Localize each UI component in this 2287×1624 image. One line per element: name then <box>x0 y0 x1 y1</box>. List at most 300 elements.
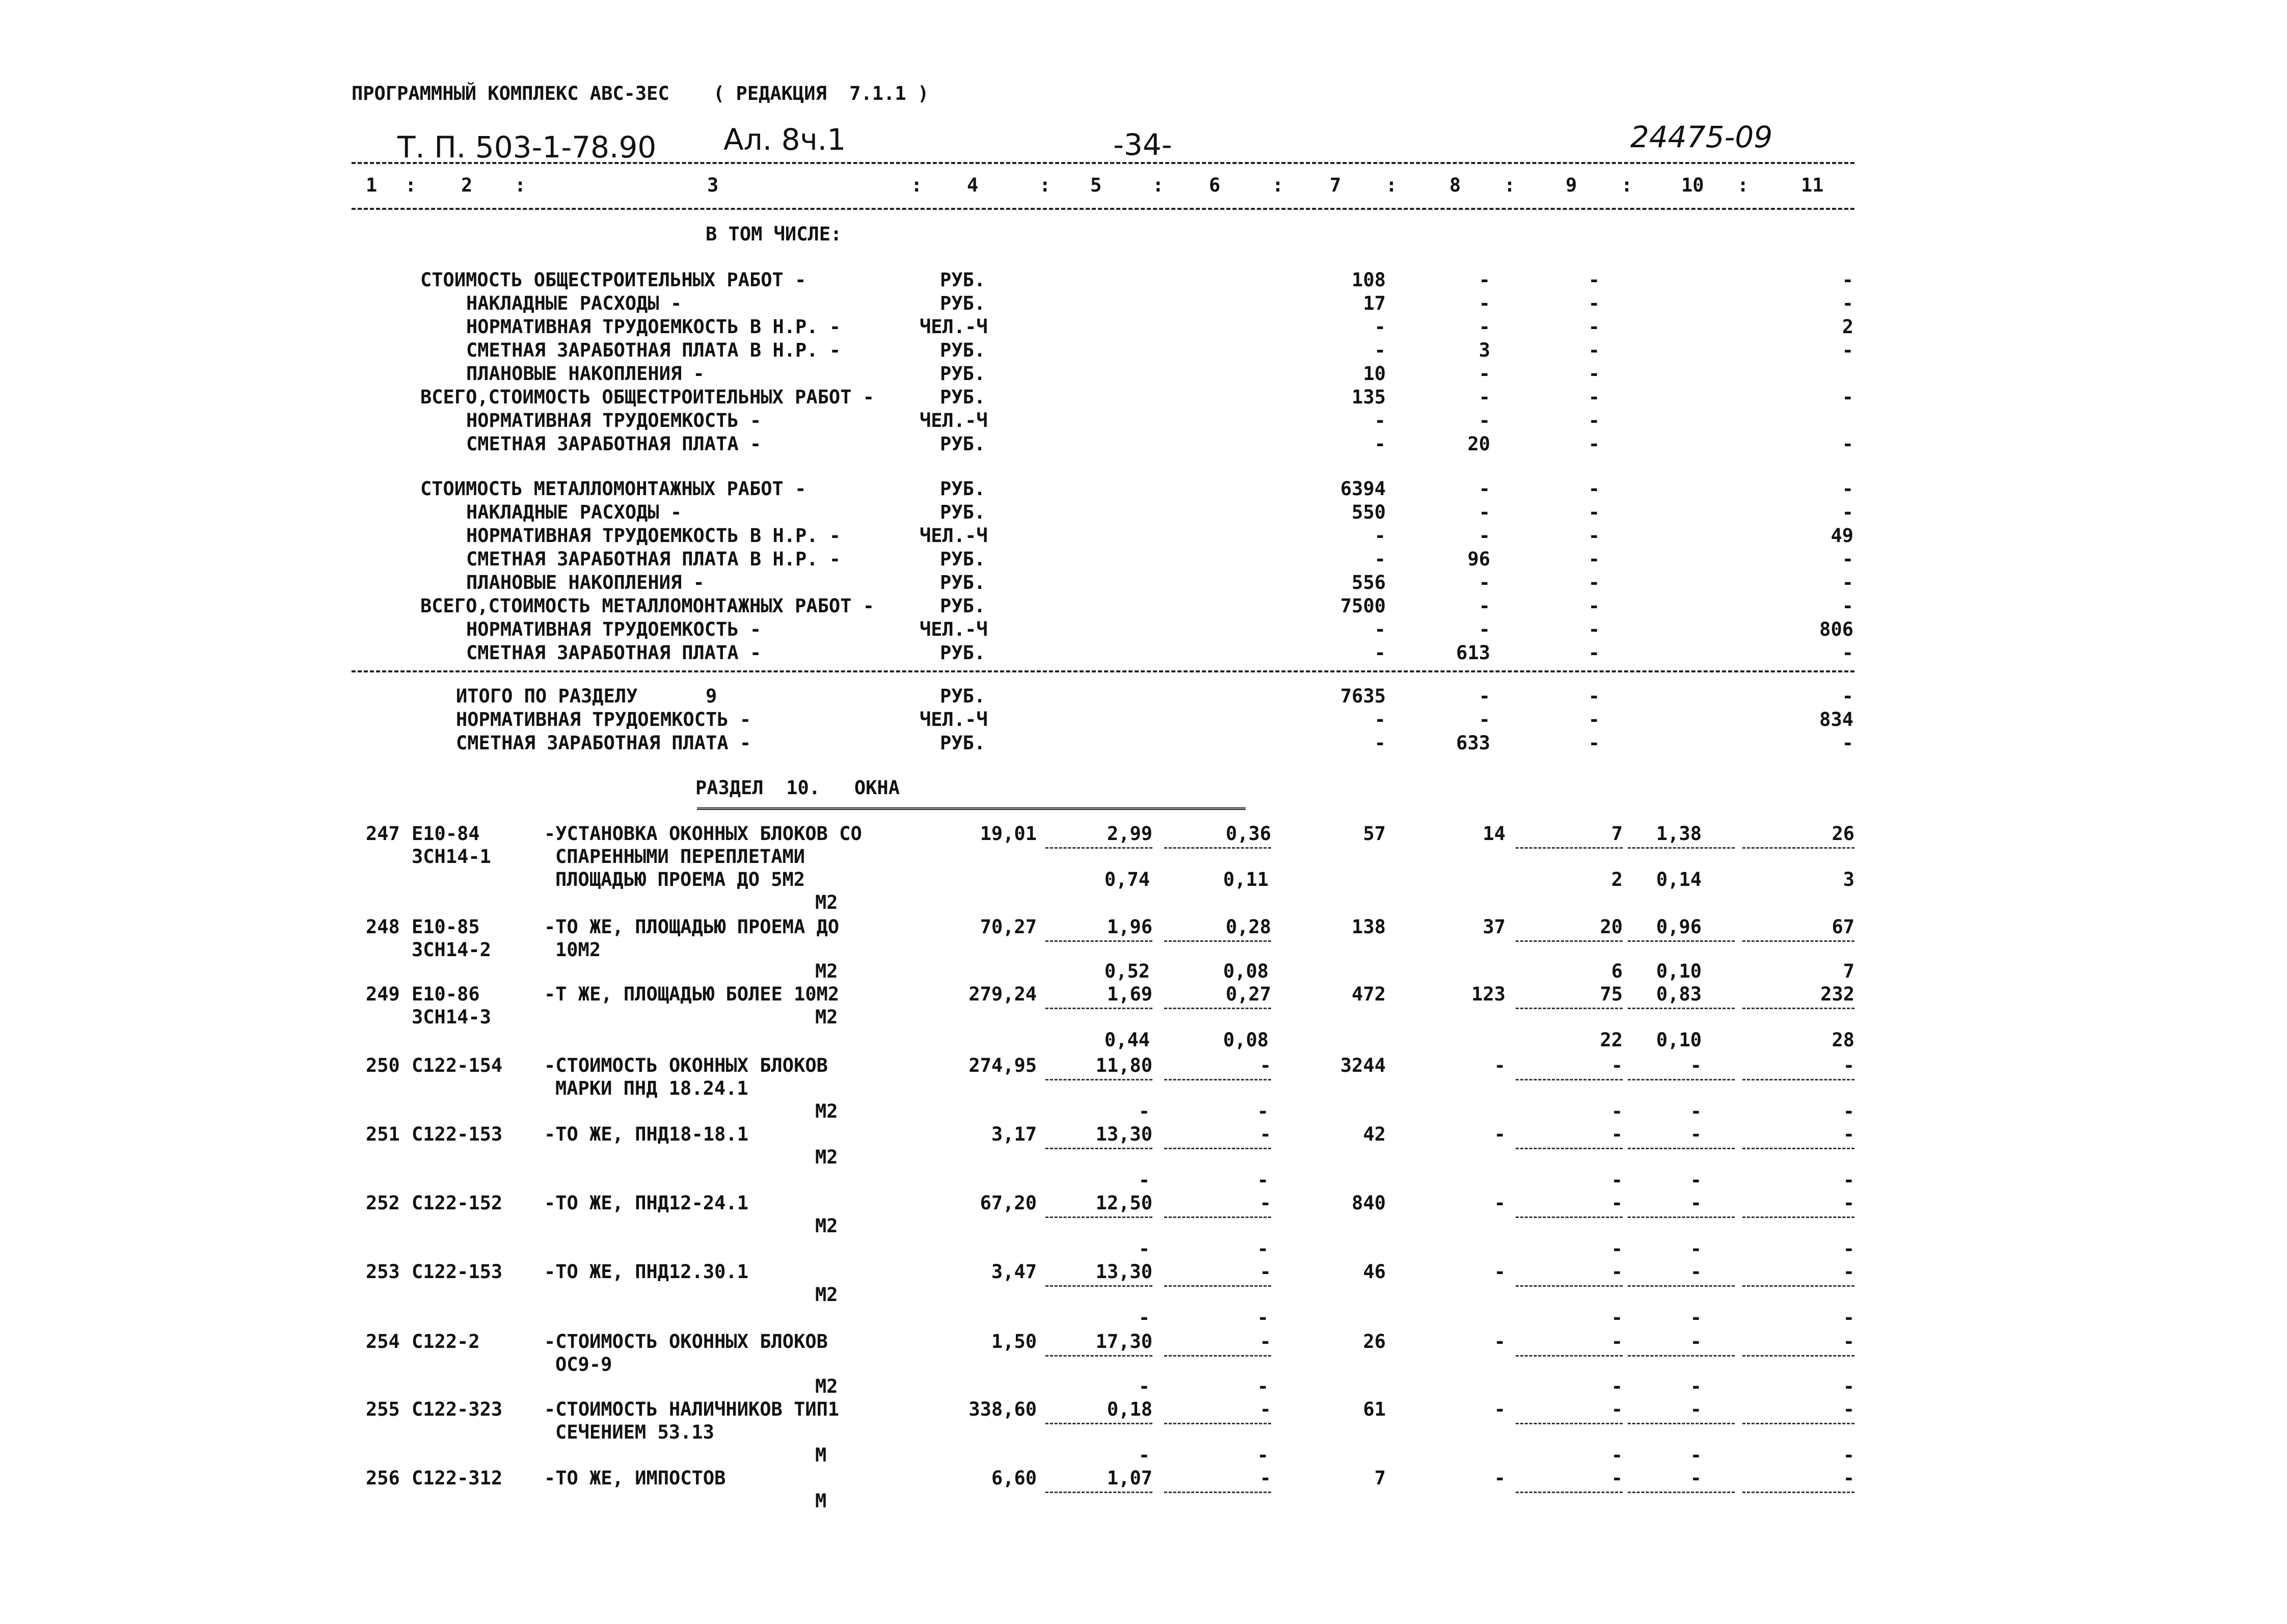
item-description: -ТО ЖЕ, ПНД18-18.1 <box>544 1123 748 1145</box>
section-title-underline <box>697 807 1246 810</box>
total-wage: - <box>1478 709 1490 730</box>
summary-labor: - <box>1842 292 1853 314</box>
item-unit: М2 <box>815 1375 838 1397</box>
summary-label: СТОИМОСТЬ ОБЩЕСТРОИТЕЛЬНЫХ РАБОТ - <box>420 269 806 291</box>
total-label: НОРМАТИВНАЯ ТРУДОЕМКОСТЬ - <box>456 709 751 730</box>
summary-wage: - <box>1478 410 1490 431</box>
total-section-number: 9 <box>706 685 717 707</box>
summary-machine: - <box>1588 642 1600 664</box>
summary-machine: - <box>1588 433 1600 455</box>
total-labor: - <box>1842 685 1853 707</box>
item-cell-rule <box>1516 1355 1623 1357</box>
item-unit-wage: - <box>1259 1331 1271 1352</box>
item-quantity: 67,20 <box>980 1192 1037 1214</box>
item-cell-rule <box>1516 1285 1623 1287</box>
item-sub-wage: - <box>1257 1169 1269 1191</box>
summary-labor: - <box>1842 595 1853 617</box>
summary-cost: 550 <box>1352 501 1386 523</box>
item-total-cost: 26 <box>1363 1331 1386 1352</box>
item-cell-rule <box>1628 1492 1735 1493</box>
summary-labor: 49 <box>1831 525 1853 547</box>
summary-machine: - <box>1588 316 1600 338</box>
item-cell-rule <box>1628 847 1735 849</box>
item-cell-rule <box>1628 1216 1735 1218</box>
summary-labor: - <box>1842 269 1853 291</box>
summary-unit: РУБ. <box>940 269 986 291</box>
item-sub-wage: - <box>1257 1238 1269 1260</box>
item-unit-wage: - <box>1259 1261 1271 1283</box>
summary-label: СТОИМОСТЬ МЕТАЛЛОМОНТАЖНЫХ РАБОТ - <box>420 478 806 500</box>
item-sub-wage: 0,08 <box>1223 960 1269 982</box>
item-unit: М2 <box>815 1146 838 1168</box>
item-cell-rule <box>1164 1079 1271 1080</box>
summary-cost: 556 <box>1352 572 1386 593</box>
item-machine: - <box>1611 1123 1623 1145</box>
summary-unit: РУБ. <box>940 572 986 593</box>
summary-cost: 17 <box>1363 292 1386 314</box>
summary-labor: - <box>1842 642 1853 664</box>
item-sub-labor-total: - <box>1843 1444 1854 1466</box>
item-unit: М2 <box>815 891 838 913</box>
item-machine: - <box>1611 1398 1623 1420</box>
item-code: Е10-84 <box>412 823 480 845</box>
item-number: 250 <box>366 1054 400 1076</box>
total-unit: РУБ. <box>940 685 986 707</box>
item-sub-labor-per-unit: - <box>1690 1169 1702 1191</box>
item-labor-total: - <box>1843 1261 1854 1283</box>
item-sub-machine: - <box>1611 1169 1623 1191</box>
summary-unit: РУБ. <box>940 595 986 617</box>
item-sub-machine: - <box>1611 1238 1623 1260</box>
item-code-secondary: ЗСН14-1 <box>412 846 491 868</box>
summary-label: СМЕТНАЯ ЗАРАБОТНАЯ ПЛАТА - <box>466 642 762 664</box>
item-sub-cost: - <box>1138 1100 1150 1122</box>
item-code: С122-154 <box>412 1054 503 1076</box>
item-cell-rule <box>1045 1285 1152 1287</box>
summary-cost: - <box>1374 525 1386 547</box>
item-unit: М2 <box>815 1284 838 1306</box>
item-cell-rule <box>1045 1216 1152 1218</box>
item-description: СЕЧЕНИЕМ 53.13 <box>555 1421 714 1443</box>
item-unit-cost: 0,18 <box>1107 1398 1152 1420</box>
summary-label: ПЛАНОВЫЕ НАКОПЛЕНИЯ - <box>466 572 705 593</box>
item-cell-rule <box>1164 940 1271 942</box>
summary-label: СМЕТНАЯ ЗАРАБОТНАЯ ПЛАТА В Н.Р. - <box>466 339 841 361</box>
summary-labor: - <box>1842 572 1853 593</box>
item-code: С122-323 <box>412 1398 503 1420</box>
item-code-secondary: ЗСН14-3 <box>412 1006 491 1028</box>
item-sub-labor-total: - <box>1843 1238 1854 1260</box>
summary-machine: - <box>1588 410 1600 431</box>
item-labor-total: 26 <box>1832 823 1854 845</box>
column-separator: : <box>1039 174 1051 196</box>
item-sub-labor-per-unit: - <box>1690 1444 1702 1466</box>
item-cell-rule <box>1164 1355 1271 1357</box>
column-separator: : <box>1386 174 1397 196</box>
item-cell-rule <box>1742 1148 1854 1149</box>
column-separator: : <box>911 174 923 196</box>
summary-machine: - <box>1588 363 1600 385</box>
total-label: ИТОГО ПО РАЗДЕЛУ <box>456 685 638 707</box>
item-total-cost: 57 <box>1363 823 1386 845</box>
item-unit: М2 <box>815 1006 838 1028</box>
summary-wage: 613 <box>1456 642 1490 664</box>
item-unit-cost: 17,30 <box>1095 1331 1152 1352</box>
total-cost: 7635 <box>1340 685 1386 707</box>
item-total-cost: 7 <box>1374 1467 1386 1489</box>
item-cell-rule <box>1628 1079 1735 1080</box>
column-separator: : <box>1272 174 1284 196</box>
summary-cost: - <box>1374 316 1386 338</box>
item-code: С122-2 <box>412 1331 480 1352</box>
summary-cost: 10 <box>1363 363 1386 385</box>
item-description: -СТОИМОСТЬ ОКОННЫХ БЛОКОВ <box>544 1331 828 1352</box>
item-description: -ТО ЖЕ, ИМПОСТОВ <box>544 1467 726 1489</box>
item-total-cost: 61 <box>1363 1398 1386 1420</box>
summary-cost: - <box>1374 618 1386 640</box>
summary-labor: - <box>1842 386 1853 408</box>
summary-unit: РУБ. <box>940 642 986 664</box>
item-quantity: 338,60 <box>968 1398 1037 1420</box>
item-total-cost: 138 <box>1352 916 1386 938</box>
summary-machine: - <box>1588 292 1600 314</box>
total-wage: - <box>1478 685 1490 707</box>
item-machine: - <box>1611 1467 1623 1489</box>
item-cell-rule <box>1164 1148 1271 1149</box>
item-quantity: 6,60 <box>991 1467 1037 1489</box>
header-rule <box>352 162 1854 164</box>
column-header-6: 6 <box>1209 174 1221 196</box>
item-cell-rule <box>1516 1492 1623 1493</box>
summary-unit: РУБ. <box>940 292 986 314</box>
summary-label: НОРМАТИВНАЯ ТРУДОЕМКОСТЬ - <box>466 410 762 431</box>
document-number: 24475-09 <box>1630 120 1773 154</box>
column-header-5: 5 <box>1090 174 1102 196</box>
item-sub-machine: - <box>1611 1375 1623 1397</box>
item-sub-wage: 0,11 <box>1223 869 1269 890</box>
item-total-wage: - <box>1494 1398 1505 1420</box>
item-sub-cost: - <box>1138 1444 1150 1466</box>
item-cell-rule <box>1516 847 1623 849</box>
item-labor-per-unit: - <box>1690 1467 1702 1489</box>
item-sub-cost: 0,52 <box>1104 960 1150 982</box>
item-cell-rule <box>1045 940 1152 942</box>
summary-machine: - <box>1588 595 1600 617</box>
summary-unit: ЧЕЛ.-Ч <box>920 410 988 431</box>
item-unit-wage: 0,27 <box>1225 983 1271 1005</box>
total-labor: 834 <box>1819 709 1853 730</box>
column-header-rule <box>352 208 1854 210</box>
total-machine: - <box>1588 732 1600 754</box>
in-total-label: В ТОМ ЧИСЛЕ: <box>706 223 842 245</box>
album-label: Ал. 8ч.1 <box>723 122 846 157</box>
item-description: -СТОИМОСТЬ НАЛИЧНИКОВ ТИП1 <box>544 1398 840 1420</box>
column-header-9: 9 <box>1566 174 1577 196</box>
item-number: 255 <box>366 1398 400 1420</box>
item-cell-rule <box>1628 1355 1735 1357</box>
summary-wage: - <box>1478 386 1490 408</box>
item-quantity: 1,50 <box>991 1331 1037 1352</box>
item-description: МАРКИ ПНД 18.24.1 <box>555 1077 748 1099</box>
program-title: ПРОГРАММНЫЙ КОМПЛЕКС АВС-ЗЕС <box>352 83 669 104</box>
item-unit-wage: 0,36 <box>1225 823 1271 845</box>
column-separator: : <box>1504 174 1516 196</box>
item-cell-rule <box>1742 1423 1854 1424</box>
page-number: -34- <box>1113 127 1172 162</box>
summary-label: ВСЕГО,СТОИМОСТЬ ОБЩЕСТРОИТЕЛЬНЫХ РАБОТ - <box>420 386 875 408</box>
summary-label: НАКЛАДНЫЕ РАСХОДЫ - <box>466 292 682 314</box>
item-sub-labor-per-unit: - <box>1690 1307 1702 1329</box>
item-total-wage: - <box>1494 1192 1505 1214</box>
column-header-7: 7 <box>1330 174 1341 196</box>
item-cell-rule <box>1045 1008 1152 1009</box>
item-number: 254 <box>366 1331 400 1352</box>
summary-wage: - <box>1478 363 1490 385</box>
column-separator: : <box>1152 174 1164 196</box>
item-description: 10М2 <box>555 939 601 961</box>
item-cell-rule <box>1742 1492 1854 1493</box>
summary-label: СМЕТНАЯ ЗАРАБОТНАЯ ПЛАТА - <box>466 433 762 455</box>
item-unit: М <box>815 1444 827 1466</box>
item-sub-labor-total: 7 <box>1843 960 1854 982</box>
item-total-cost: 840 <box>1352 1192 1386 1214</box>
item-sub-machine: - <box>1611 1100 1623 1122</box>
item-machine: - <box>1611 1192 1623 1214</box>
summary-unit: РУБ. <box>940 339 986 361</box>
item-number: 247 <box>366 823 400 845</box>
item-description: -СТОИМОСТЬ ОКОННЫХ БЛОКОВ <box>544 1054 828 1076</box>
item-sub-labor-per-unit: 0,10 <box>1656 1029 1702 1051</box>
summary-wage: - <box>1478 501 1490 523</box>
summary-unit: ЧЕЛ.-Ч <box>920 618 988 640</box>
item-description: -Т ЖЕ, ПЛОЩАДЬЮ БОЛЕЕ 10М2 <box>544 983 840 1005</box>
item-sub-wage: 0,08 <box>1223 1029 1269 1051</box>
item-cell-rule <box>1742 1355 1854 1357</box>
item-quantity: 279,24 <box>968 983 1037 1005</box>
item-labor-per-unit: 1,38 <box>1656 823 1702 845</box>
item-sub-labor-total: - <box>1843 1307 1854 1329</box>
summary-cost: - <box>1374 548 1386 570</box>
item-unit-cost: 2,99 <box>1107 823 1152 845</box>
section-total-rule <box>352 670 1854 672</box>
total-machine: - <box>1588 685 1600 707</box>
item-number: 256 <box>366 1467 400 1489</box>
item-cell-rule <box>1164 1423 1271 1424</box>
summary-cost: 6394 <box>1340 478 1386 500</box>
item-unit: М <box>815 1490 827 1512</box>
edition-label: ( РЕДАКЦИЯ 7.1.1 ) <box>713 83 929 104</box>
item-cell-rule <box>1516 1148 1623 1149</box>
total-unit: ЧЕЛ.-Ч <box>920 709 988 730</box>
column-header-1: 1 <box>366 174 378 196</box>
column-header-2: 2 <box>461 174 473 196</box>
summary-wage: - <box>1478 595 1490 617</box>
item-labor-total: 232 <box>1820 983 1854 1005</box>
summary-wage: - <box>1478 316 1490 338</box>
item-sub-labor-total: 28 <box>1832 1029 1854 1051</box>
item-quantity: 3,47 <box>991 1261 1037 1283</box>
item-cell-rule <box>1742 1079 1854 1080</box>
item-machine: 75 <box>1600 983 1623 1005</box>
item-sub-machine: 6 <box>1611 960 1623 982</box>
item-quantity: 19,01 <box>980 823 1037 845</box>
item-total-cost: 46 <box>1363 1261 1386 1283</box>
summary-label: СМЕТНАЯ ЗАРАБОТНАЯ ПЛАТА В Н.Р. - <box>466 548 841 570</box>
column-separator: : <box>515 174 526 196</box>
item-labor-per-unit: - <box>1690 1054 1702 1076</box>
item-machine: 20 <box>1600 916 1623 938</box>
summary-label: ПЛАНОВЫЕ НАКОПЛЕНИЯ - <box>466 363 705 385</box>
item-cell-rule <box>1516 1008 1623 1009</box>
item-labor-total: - <box>1843 1123 1854 1145</box>
summary-labor: - <box>1842 548 1853 570</box>
item-total-cost: 3244 <box>1340 1054 1386 1076</box>
item-cell-rule <box>1164 847 1271 849</box>
item-machine: - <box>1611 1261 1623 1283</box>
section-title: РАЗДЕЛ 10. ОКНА <box>695 777 900 799</box>
item-unit-cost: 1,07 <box>1107 1467 1152 1489</box>
total-cost: - <box>1374 709 1386 730</box>
summary-unit: РУБ. <box>940 501 986 523</box>
summary-label: НАКЛАДНЫЕ РАСХОДЫ - <box>466 501 682 523</box>
item-labor-total: - <box>1843 1054 1854 1076</box>
summary-machine: - <box>1588 386 1600 408</box>
item-total-wage: 14 <box>1483 823 1505 845</box>
item-cell-rule <box>1045 1148 1152 1149</box>
item-sub-cost: - <box>1138 1169 1150 1191</box>
summary-machine: - <box>1588 269 1600 291</box>
item-labor-per-unit: - <box>1690 1192 1702 1214</box>
item-description: -УСТАНОВКА ОКОННЫХ БЛОКОВ СО <box>544 823 862 845</box>
item-unit: М2 <box>815 1215 838 1237</box>
item-unit-wage: - <box>1259 1054 1271 1076</box>
item-cell-rule <box>1045 1355 1152 1357</box>
item-cell-rule <box>1516 1079 1623 1080</box>
total-unit: РУБ. <box>940 732 986 754</box>
summary-unit: РУБ. <box>940 433 986 455</box>
item-cell-rule <box>1742 1216 1854 1218</box>
item-unit-wage: - <box>1259 1398 1271 1420</box>
item-cell-rule <box>1045 1423 1152 1424</box>
project-code: Т. П. 503-1-78.90 <box>397 130 657 165</box>
summary-wage: 96 <box>1467 548 1490 570</box>
column-separator: : <box>1621 174 1633 196</box>
item-code: Е10-85 <box>412 916 480 938</box>
item-sub-labor-total: - <box>1843 1100 1854 1122</box>
item-unit-cost: 12,50 <box>1095 1192 1152 1214</box>
summary-wage: - <box>1478 572 1490 593</box>
item-machine: 7 <box>1611 823 1623 845</box>
summary-cost: - <box>1374 410 1386 431</box>
item-cell-rule <box>1516 940 1623 942</box>
summary-cost: 135 <box>1352 386 1386 408</box>
summary-label: НОРМАТИВНАЯ ТРУДОЕМКОСТЬ В Н.Р. - <box>466 525 841 547</box>
item-sub-machine: - <box>1611 1307 1623 1329</box>
item-sub-wage: - <box>1257 1307 1269 1329</box>
item-number: 249 <box>366 983 400 1005</box>
item-cell-rule <box>1742 1008 1854 1009</box>
item-sub-labor-total: 3 <box>1843 869 1854 890</box>
item-sub-cost: - <box>1138 1238 1150 1260</box>
summary-wage: - <box>1478 269 1490 291</box>
summary-cost: 108 <box>1352 269 1386 291</box>
total-label: СМЕТНАЯ ЗАРАБОТНАЯ ПЛАТА - <box>456 732 751 754</box>
item-sub-wage: - <box>1257 1375 1269 1397</box>
item-description: -ТО ЖЕ, ПЛОЩАДЬЮ ПРОЕМА ДО <box>544 916 840 938</box>
item-cell-rule <box>1045 1079 1152 1080</box>
item-cell-rule <box>1628 1148 1735 1149</box>
summary-labor: - <box>1842 478 1853 500</box>
summary-machine: - <box>1588 501 1600 523</box>
item-labor-total: 67 <box>1832 916 1854 938</box>
item-labor-total: - <box>1843 1192 1854 1214</box>
item-cell-rule <box>1742 847 1854 849</box>
summary-unit: РУБ. <box>940 386 986 408</box>
summary-unit: РУБ. <box>940 548 986 570</box>
summary-labor: 2 <box>1842 316 1853 338</box>
summary-cost: 7500 <box>1340 595 1386 617</box>
item-machine: - <box>1611 1054 1623 1076</box>
total-wage: 633 <box>1456 732 1490 754</box>
item-cell-rule <box>1164 1285 1271 1287</box>
item-sub-labor-total: - <box>1843 1169 1854 1191</box>
item-machine: - <box>1611 1331 1623 1352</box>
item-total-wage: - <box>1494 1261 1505 1283</box>
summary-machine: - <box>1588 548 1600 570</box>
item-code: С122-153 <box>412 1123 503 1145</box>
column-header-4: 4 <box>967 174 979 196</box>
item-labor-total: - <box>1843 1467 1854 1489</box>
item-sub-cost: 0,44 <box>1104 1029 1150 1051</box>
summary-label: ВСЕГО,СТОИМОСТЬ МЕТАЛЛОМОНТАЖНЫХ РАБОТ - <box>420 595 875 617</box>
column-separator: : <box>405 174 417 196</box>
item-code: С122-312 <box>412 1467 503 1489</box>
item-number: 251 <box>366 1123 400 1145</box>
summary-machine: - <box>1588 339 1600 361</box>
item-labor-per-unit: - <box>1690 1123 1702 1145</box>
column-header-11: 11 <box>1801 174 1824 196</box>
summary-labor: - <box>1842 501 1853 523</box>
item-unit-cost: 11,80 <box>1095 1054 1152 1076</box>
item-unit-wage: 0,28 <box>1225 916 1271 938</box>
item-total-wage: 37 <box>1483 916 1505 938</box>
total-machine: - <box>1588 709 1600 730</box>
item-unit-wage: - <box>1259 1192 1271 1214</box>
summary-wage: - <box>1478 478 1490 500</box>
item-sub-machine: - <box>1611 1444 1623 1466</box>
item-cell-rule <box>1628 1008 1735 1009</box>
item-description: ПЛОЩАДЬЮ ПРОЕМА ДО 5М2 <box>555 869 805 890</box>
item-code: Е10-86 <box>412 983 480 1005</box>
summary-unit: РУБ. <box>940 363 986 385</box>
item-total-wage: - <box>1494 1331 1505 1352</box>
summary-machine: - <box>1588 478 1600 500</box>
summary-unit: ЧЕЛ.-Ч <box>920 316 988 338</box>
item-total-cost: 42 <box>1363 1123 1386 1145</box>
summary-cost: - <box>1374 339 1386 361</box>
item-sub-labor-per-unit: 0,14 <box>1656 869 1702 890</box>
item-code-secondary: ЗСН14-2 <box>412 939 491 961</box>
item-cell-rule <box>1742 1285 1854 1287</box>
item-code: С122-152 <box>412 1192 503 1214</box>
item-quantity: 3,17 <box>991 1123 1037 1145</box>
item-unit-cost: 13,30 <box>1095 1261 1152 1283</box>
item-sub-labor-per-unit: - <box>1690 1238 1702 1260</box>
summary-label: НОРМАТИВНАЯ ТРУДОЕМКОСТЬ - <box>466 618 762 640</box>
item-description: -ТО ЖЕ, ПНД12-24.1 <box>544 1192 748 1214</box>
summary-labor: - <box>1842 433 1853 455</box>
item-labor-total: - <box>1843 1398 1854 1420</box>
